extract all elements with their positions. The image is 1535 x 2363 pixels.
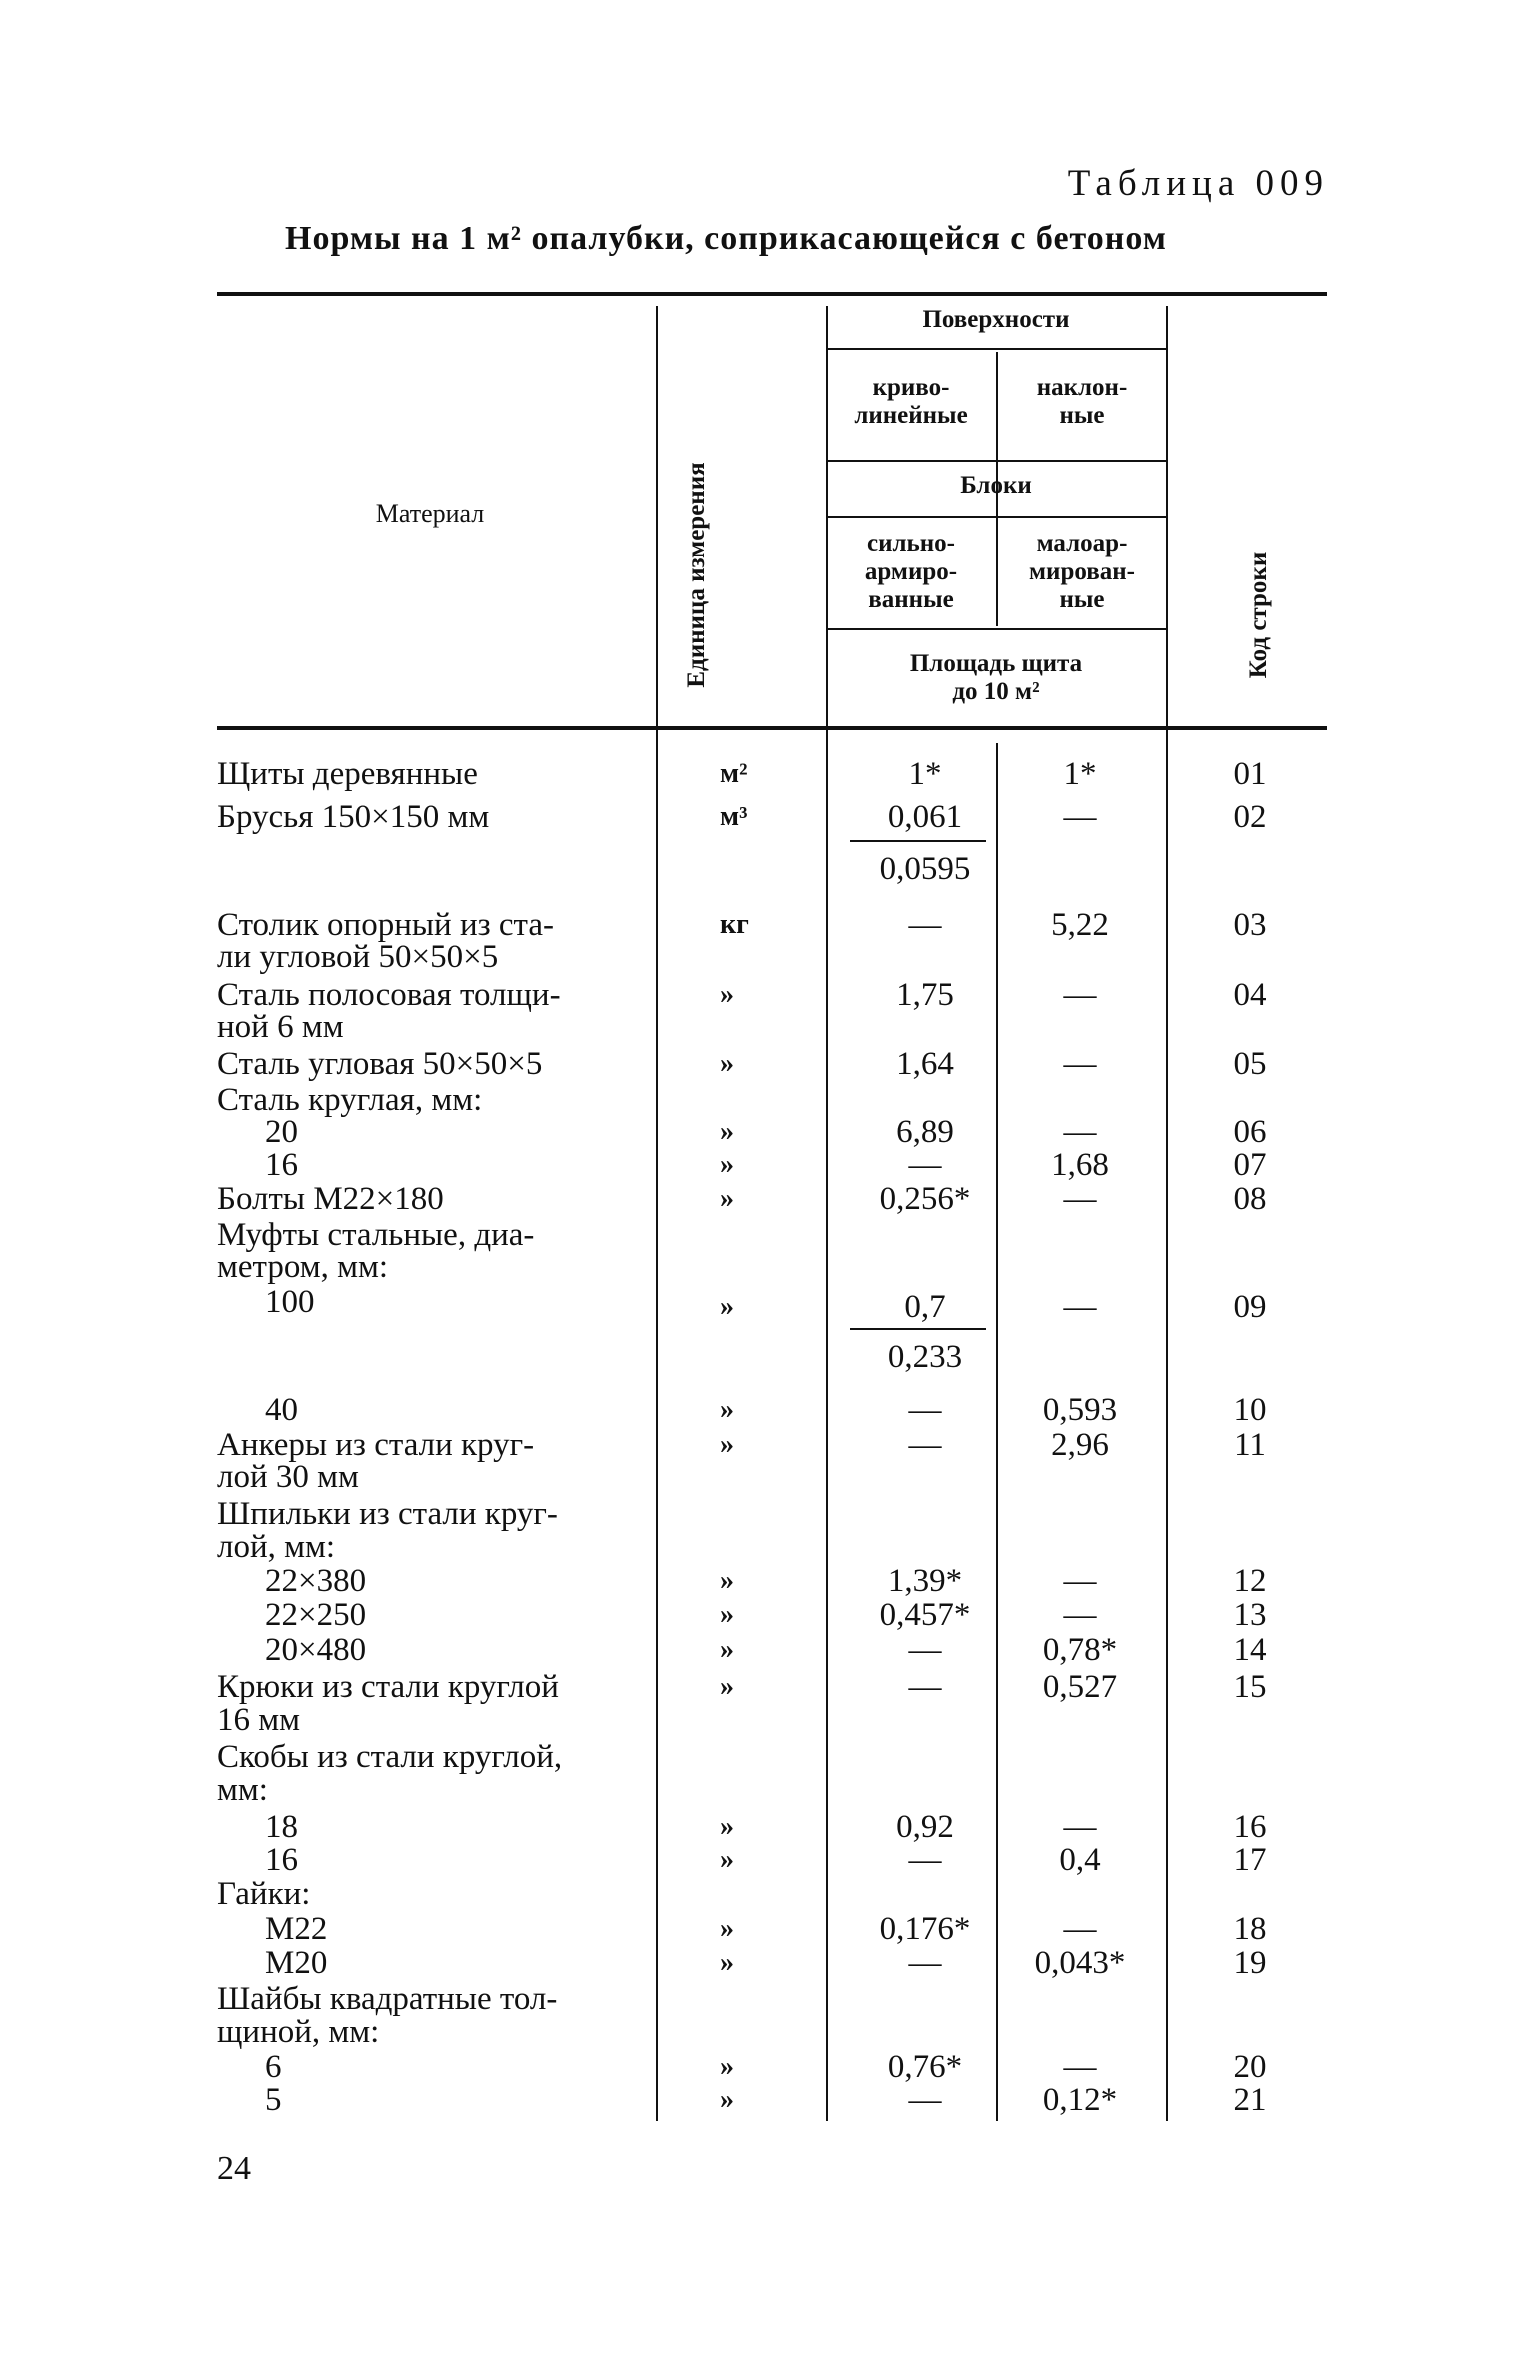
row-03-code: 03 bbox=[1233, 907, 1267, 943]
group-brackets-1: Скобы из стали круглой, bbox=[217, 1739, 563, 1775]
header-area-1: Площадь щита bbox=[909, 650, 1083, 677]
row-04-code: 04 bbox=[1233, 977, 1267, 1013]
row-09-fraction-line bbox=[850, 1328, 986, 1330]
row-15-unit: » bbox=[720, 1671, 734, 1702]
row-09-curved-top: 0,7 bbox=[904, 1289, 946, 1325]
group-studs-1: Шпильки из стали круг- bbox=[217, 1496, 558, 1532]
row-04-unit: » bbox=[720, 979, 734, 1010]
row-03-curved: — bbox=[908, 907, 942, 943]
table-title: Нормы на 1 м² опалубки, соприкасающейся с бетоном bbox=[285, 220, 1167, 257]
row-01-inclined: 1* bbox=[1063, 756, 1097, 792]
row-08-inclined: — bbox=[1063, 1181, 1097, 1217]
row-15-inclined: 0,527 bbox=[1042, 1669, 1118, 1705]
row-10-inclined: 0,593 bbox=[1042, 1392, 1118, 1428]
row-13-curved: 0,457* bbox=[879, 1597, 971, 1633]
row-17-code: 17 bbox=[1233, 1842, 1267, 1878]
row-14-material: 20×480 bbox=[265, 1632, 367, 1668]
row-09-code: 09 bbox=[1233, 1289, 1267, 1325]
header-curved-1: криво- bbox=[872, 374, 950, 401]
col-rule-4 bbox=[1166, 306, 1168, 2121]
row-11-material-1: Анкеры из стали круг- bbox=[217, 1427, 535, 1463]
top-rule bbox=[217, 292, 1327, 296]
row-16-curved: 0,92 bbox=[896, 1809, 954, 1845]
row-18-inclined: — bbox=[1063, 1911, 1097, 1947]
row-15-material-1: Крюки из стали круглой bbox=[217, 1669, 559, 1705]
row-09-inclined: — bbox=[1063, 1289, 1097, 1325]
row-06-code: 06 bbox=[1233, 1114, 1267, 1150]
row-10-unit: » bbox=[720, 1394, 734, 1425]
row-18-unit: » bbox=[720, 1913, 734, 1944]
row-08-unit: » bbox=[720, 1183, 734, 1214]
row-05-material: Сталь угловая 50×50×5 bbox=[217, 1046, 543, 1082]
col-rule-1 bbox=[656, 306, 658, 2121]
row-01-curved: 1* bbox=[908, 756, 942, 792]
header-blocks: Блоки bbox=[960, 472, 1032, 499]
row-03-inclined: 5,22 bbox=[1051, 907, 1109, 943]
group-couplings-1: Муфты стальные, диа- bbox=[217, 1217, 535, 1253]
row-05-unit: » bbox=[720, 1048, 734, 1079]
header-bottom-rule bbox=[217, 726, 1327, 730]
row-02-code: 02 bbox=[1233, 799, 1267, 835]
row-20-curved: 0,76* bbox=[887, 2049, 963, 2085]
row-11-curved: — bbox=[908, 1427, 942, 1463]
row-10-code: 10 bbox=[1233, 1392, 1267, 1428]
row-10-material: 40 bbox=[265, 1392, 298, 1428]
row-02-material: Брусья 150×150 мм bbox=[217, 799, 490, 835]
row-19-inclined: 0,043* bbox=[1034, 1945, 1126, 1981]
row-07-curved: — bbox=[908, 1147, 942, 1183]
header-material: Материал bbox=[375, 499, 485, 528]
header-inclined-1: наклон- bbox=[1036, 374, 1128, 401]
row-21-unit: » bbox=[720, 2084, 734, 2115]
row-02-curved-top: 0,061 bbox=[887, 799, 963, 835]
row-05-inclined: — bbox=[1063, 1046, 1097, 1082]
row-14-unit: » bbox=[720, 1634, 734, 1665]
header-surfaces: Поверхности bbox=[922, 306, 1070, 333]
row-17-material: 16 bbox=[265, 1842, 298, 1878]
row-02-curved-bottom: 0,0595 bbox=[879, 851, 971, 887]
row-18-code: 18 bbox=[1233, 1911, 1267, 1947]
group-washers-1: Шайбы квадратные тол- bbox=[217, 1981, 558, 2017]
row-14-curved: — bbox=[908, 1632, 942, 1668]
header-light-3: ные bbox=[1059, 586, 1105, 613]
group-washers-2: щиной, мм: bbox=[217, 2014, 380, 2050]
hdr-rule-c bbox=[826, 516, 1166, 518]
row-06-material: 20 bbox=[265, 1114, 298, 1150]
row-11-inclined: 2,96 bbox=[1051, 1427, 1109, 1463]
row-20-inclined: — bbox=[1063, 2049, 1097, 2085]
page-number: 24 bbox=[217, 2150, 251, 2187]
row-02-unit: м³ bbox=[720, 801, 748, 832]
row-19-unit: » bbox=[720, 1947, 734, 1978]
row-17-unit: » bbox=[720, 1844, 734, 1875]
row-07-unit: » bbox=[720, 1149, 734, 1180]
row-05-code: 05 bbox=[1233, 1046, 1267, 1082]
row-14-code: 14 bbox=[1233, 1632, 1267, 1668]
header-area-2: до 10 м² bbox=[952, 678, 1040, 705]
header-heavy-2: армиро- bbox=[864, 558, 958, 585]
header-code: Код строки bbox=[1245, 551, 1272, 679]
row-13-inclined: — bbox=[1063, 1597, 1097, 1633]
row-09-unit: » bbox=[720, 1291, 734, 1322]
row-03-material-1: Столик опорный из ста- bbox=[217, 907, 554, 943]
row-09-curved-bottom: 0,233 bbox=[887, 1339, 963, 1375]
row-04-curved: 1,75 bbox=[896, 977, 954, 1013]
hdr-rule-b bbox=[826, 460, 1166, 462]
row-16-unit: » bbox=[720, 1811, 734, 1842]
row-16-code: 16 bbox=[1233, 1809, 1267, 1845]
row-15-code: 15 bbox=[1233, 1669, 1267, 1705]
row-21-material: 5 bbox=[265, 2082, 282, 2118]
group-studs-2: лой, мм: bbox=[217, 1529, 336, 1565]
row-07-inclined: 1,68 bbox=[1051, 1147, 1109, 1183]
row-08-curved: 0,256* bbox=[879, 1181, 971, 1217]
row-10-curved: — bbox=[908, 1392, 942, 1428]
row-02-inclined: — bbox=[1063, 799, 1097, 835]
header-unit: Единица измерения bbox=[683, 462, 710, 688]
row-19-code: 19 bbox=[1233, 1945, 1267, 1981]
row-04-material-1: Сталь полосовая толщи- bbox=[217, 977, 561, 1013]
row-02-fraction-line bbox=[850, 840, 986, 842]
row-11-material-2: лой 30 мм bbox=[217, 1459, 359, 1495]
row-06-unit: » bbox=[720, 1116, 734, 1147]
row-06-inclined: — bbox=[1063, 1114, 1097, 1150]
row-03-material-2: ли угловой 50×50×5 bbox=[217, 939, 499, 975]
row-12-curved: 1,39* bbox=[887, 1563, 963, 1599]
row-14-inclined: 0,78* bbox=[1042, 1632, 1118, 1668]
row-12-code: 12 bbox=[1233, 1563, 1267, 1599]
hdr-rule-d bbox=[826, 628, 1166, 630]
row-17-curved: — bbox=[908, 1842, 942, 1878]
header-heavy-3: ванные bbox=[868, 586, 954, 613]
header-light-1: малоар- bbox=[1036, 530, 1128, 557]
row-12-material: 22×380 bbox=[265, 1563, 367, 1599]
row-15-curved: — bbox=[908, 1669, 942, 1705]
header-heavy-1: сильно- bbox=[867, 530, 955, 557]
group-round-steel: Сталь круглая, мм: bbox=[217, 1082, 483, 1118]
row-16-material: 18 bbox=[265, 1809, 298, 1845]
row-17-inclined: 0,4 bbox=[1059, 1842, 1101, 1878]
row-07-code: 07 bbox=[1233, 1147, 1267, 1183]
row-20-unit: » bbox=[720, 2051, 734, 2082]
hdr-rule-a bbox=[826, 348, 1166, 350]
row-20-material: 6 bbox=[265, 2049, 282, 2085]
row-04-material-2: ной 6 мм bbox=[217, 1009, 344, 1045]
row-21-code: 21 bbox=[1233, 2082, 1267, 2118]
row-09-material: 100 bbox=[265, 1284, 315, 1320]
group-couplings-2: метром, мм: bbox=[217, 1249, 389, 1285]
row-13-unit: » bbox=[720, 1599, 734, 1630]
row-05-curved: 1,64 bbox=[896, 1046, 954, 1082]
row-21-inclined: 0,12* bbox=[1042, 2082, 1118, 2118]
header-light-2: мирован- bbox=[1029, 558, 1135, 585]
row-01-material: Щиты деревянные bbox=[217, 756, 478, 792]
row-21-curved: — bbox=[908, 2082, 942, 2118]
row-16-inclined: — bbox=[1063, 1809, 1097, 1845]
row-13-code: 13 bbox=[1233, 1597, 1267, 1633]
row-03-unit: кг bbox=[720, 909, 749, 940]
row-08-material: Болты М22×180 bbox=[217, 1181, 444, 1217]
row-12-unit: » bbox=[720, 1565, 734, 1596]
col-rule-3b bbox=[996, 743, 998, 2121]
table-number: Таблица 009 bbox=[1067, 163, 1329, 204]
row-13-material: 22×250 bbox=[265, 1597, 367, 1633]
row-12-inclined: — bbox=[1063, 1563, 1097, 1599]
row-01-code: 01 bbox=[1233, 756, 1267, 792]
row-18-material: М22 bbox=[265, 1911, 328, 1947]
row-01-unit: м² bbox=[720, 758, 748, 789]
row-19-material: М20 bbox=[265, 1945, 328, 1981]
row-07-material: 16 bbox=[265, 1147, 298, 1183]
header-curved-2: линейные bbox=[854, 402, 968, 429]
row-15-material-2: 16 мм bbox=[217, 1702, 301, 1738]
row-11-unit: » bbox=[720, 1429, 734, 1460]
row-06-curved: 6,89 bbox=[896, 1114, 954, 1150]
header-inclined-2: ные bbox=[1059, 402, 1105, 429]
row-18-curved: 0,176* bbox=[879, 1911, 971, 1947]
row-19-curved: — bbox=[908, 1945, 942, 1981]
row-11-code: 11 bbox=[1234, 1427, 1266, 1463]
group-nuts: Гайки: bbox=[217, 1876, 311, 1912]
group-brackets-2: мм: bbox=[217, 1772, 268, 1808]
row-20-code: 20 bbox=[1233, 2049, 1267, 2085]
row-08-code: 08 bbox=[1233, 1181, 1267, 1217]
row-04-inclined: — bbox=[1063, 977, 1097, 1013]
